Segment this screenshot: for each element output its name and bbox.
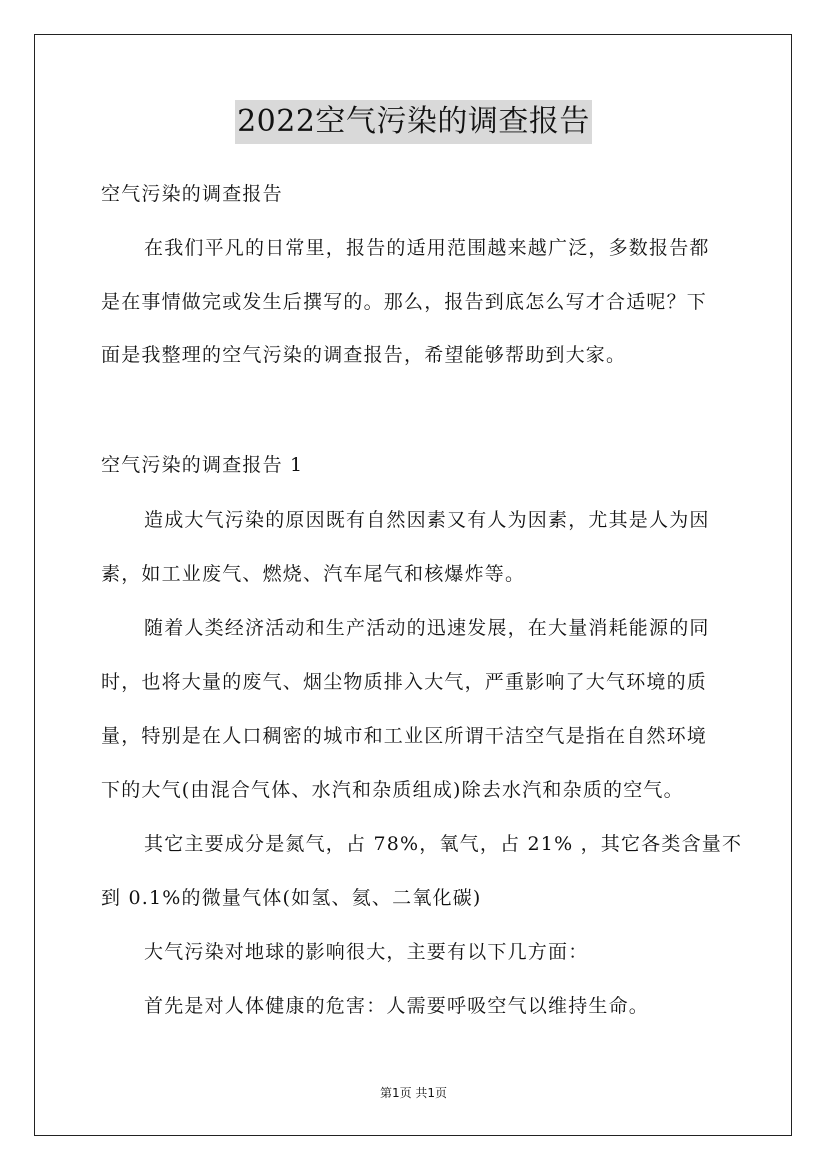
title-container xyxy=(0,100,827,144)
paragraph-line: 下的大气(由混合气体、水汽和杂质组成)除去水汽和杂质的空气。 xyxy=(101,779,684,801)
paragraph-line: 面是我整理的空气污染的调查报告，希望能够帮助到大家。 xyxy=(101,344,627,366)
paragraph-line: 量，特别是在人口稠密的城市和工业区所谓干洁空气是指在自然环境 xyxy=(101,725,708,747)
section-heading: 空气污染的调查报告 xyxy=(101,183,283,205)
paragraph-line: 是在事情做完或发生后撰写的。那么，报告到底怎么写才合适呢？下 xyxy=(101,291,708,313)
paragraph-line: 其它主要成分是氮气，占 78%，氧气，占 21% ，其它各类含量不 xyxy=(144,833,743,855)
section-heading-1: 空气污染的调查报告 1 xyxy=(101,454,304,476)
paragraph-line: 随着人类经济活动和生产活动的迅速发展，在大量消耗能源的同 xyxy=(144,617,710,639)
paragraph-line: 到 0.1%的微量气体(如氢、氦、二氧化碳) xyxy=(101,887,482,909)
paragraph-line: 大气污染对地球的影响很大，主要有以下几方面： xyxy=(144,941,589,963)
paragraph-line: 素，如工业废气、燃烧、汽车尾气和核爆炸等。 xyxy=(101,563,526,585)
paragraph-line: 在我们平凡的日常里，报告的适用范围越来越广泛，多数报告都 xyxy=(144,237,710,259)
paragraph-line: 造成大气污染的原因既有自然因素又有人为因素，尤其是人为因 xyxy=(144,509,710,531)
document-title: 2022空气污染的调查报告 xyxy=(235,100,592,144)
page-footer: 第1页 共1页 xyxy=(379,1086,448,1100)
paragraph-line: 时，也将大量的废气、烟尘物质排入大气，严重影响了大气环境的质 xyxy=(101,671,708,693)
paragraph-line: 首先是对人体健康的危害：人需要呼吸空气以维持生命。 xyxy=(144,995,650,1017)
